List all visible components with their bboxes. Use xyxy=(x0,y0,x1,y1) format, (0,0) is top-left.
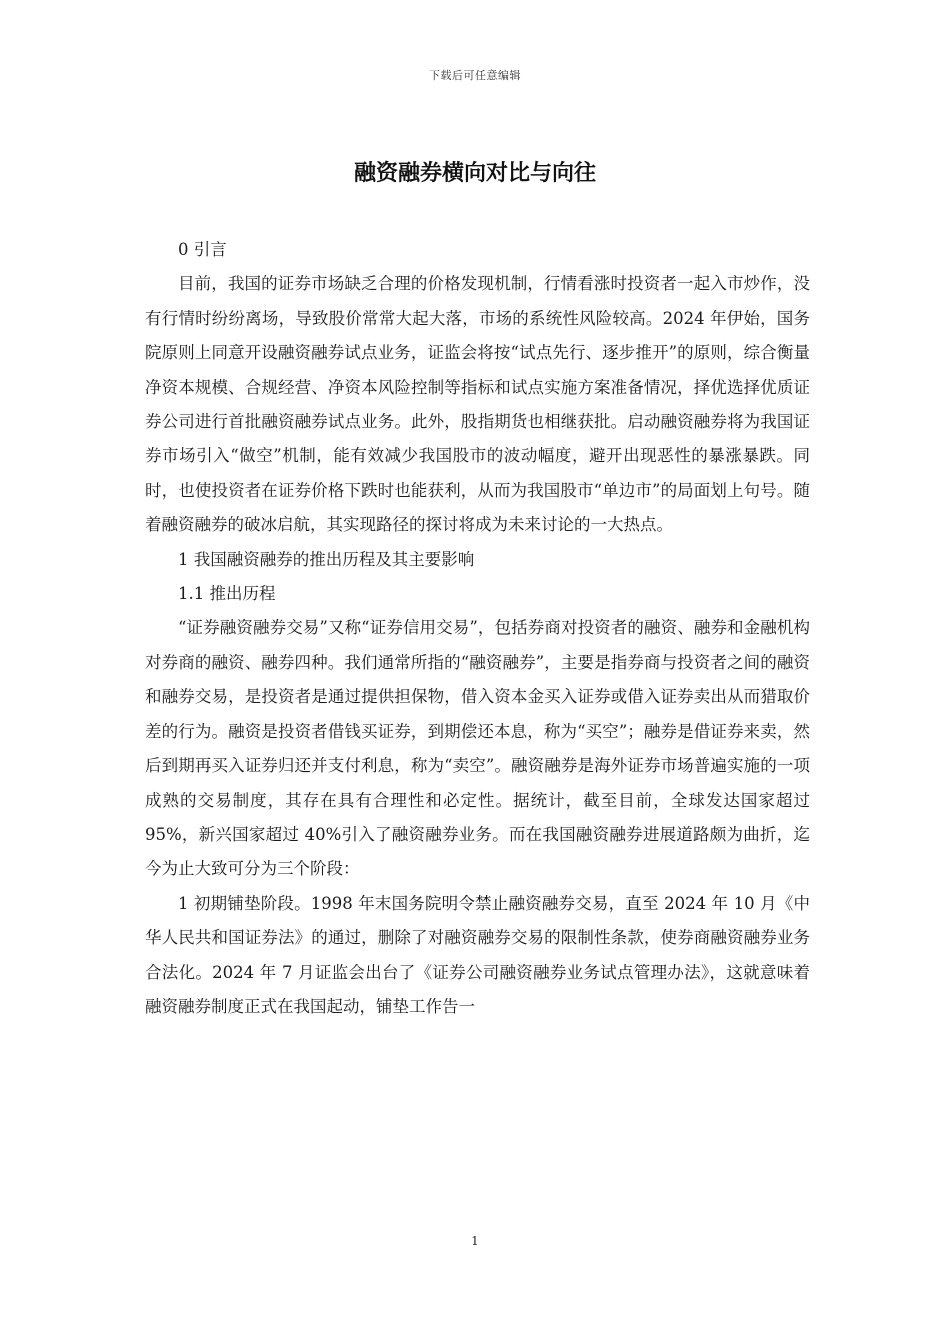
paragraph-intro: 目前，我国的证券市场缺乏合理的价格发现机制，行情看涨时投资者一起入市炒作，没有行情时纷纷离场，导致股价常常大起大落，市场的系统性风险较高。2024 年伊始，国务院原则上同意开设融资融券试点业务，证监会将按“试点先行、逐步推开”的原则，综合衡量净资本规模、合规经营、净资本风险控制等指标和试点实施方案准备情况，择优选择优质证券公司进行首批融资融券试点业务。此外，股指期货也相继获批。启动融资融券将为我国证券市场引入“做空”机制，能有效减少我国股市的波动幅度，避开出现恶性的暴涨暴跌。同时，也使投资者在证券价格下跌时也能获利，从而为我国股市“单边市”的局面划上句号。随着融资融券的破冰启航，其实现路径的探讨将成为未来讨论的一大热点。 xyxy=(145,274,810,535)
paragraph-stage-1: 1 初期铺垫阶段。1998 年末国务院明令禁止融资融券交易，直至 2024 年 10 月《中华人民共和国证券法》的通过，删除了对融资融券交易的限制性条款，使券商融资融券业务合法化。2024 年 7 月证监会出台了《证券公司融资融券业务试点管理办法》，这就意味着融资融券制度正式在我国起动，铺垫工作告一 xyxy=(145,893,810,1016)
section-heading-intro: 0 引言 xyxy=(178,240,227,259)
page-number: 1 xyxy=(471,1234,479,1248)
paragraph-definition: “证券融资融券交易”又称“证券信用交易”，包括券商对投资者的融资、融券和金融机构对券商的融资、融券四种。我们通常所指的“融资融券”，主要是指券商与投资者之间的融资和融券交易，是投资者是通过提供担保物，借入资本金买入证券或借入证券卖出从而猎取价差的行为。融资是投资者借钱买证券，到期偿还本息，称为“买空”；融券是借证券来卖，然后到期再买入证券归还并支付利息，称为“卖空”。融资融券是海外证券市场普遍实施的一项成熟的交易制度，其存在具有合理性和必定性。据统计，截至目前，全球发达国家超过 95%，新兴国家超过 40%引入了融资融券业务。而在我国融资融券进展道路颇为曲折，迄今为止大致可分为三个阶段： xyxy=(145,618,810,879)
page-header-note: 下载后可任意编辑 xyxy=(429,69,521,82)
subsection-heading-1-1: 1.1 推出历程 xyxy=(178,584,276,604)
section-heading-1: 1 我国融资融券的推出历程及其主要影响 xyxy=(178,549,475,569)
document-title: 融资融券横向对比与向往 xyxy=(353,161,596,186)
document-body xyxy=(145,233,810,1024)
